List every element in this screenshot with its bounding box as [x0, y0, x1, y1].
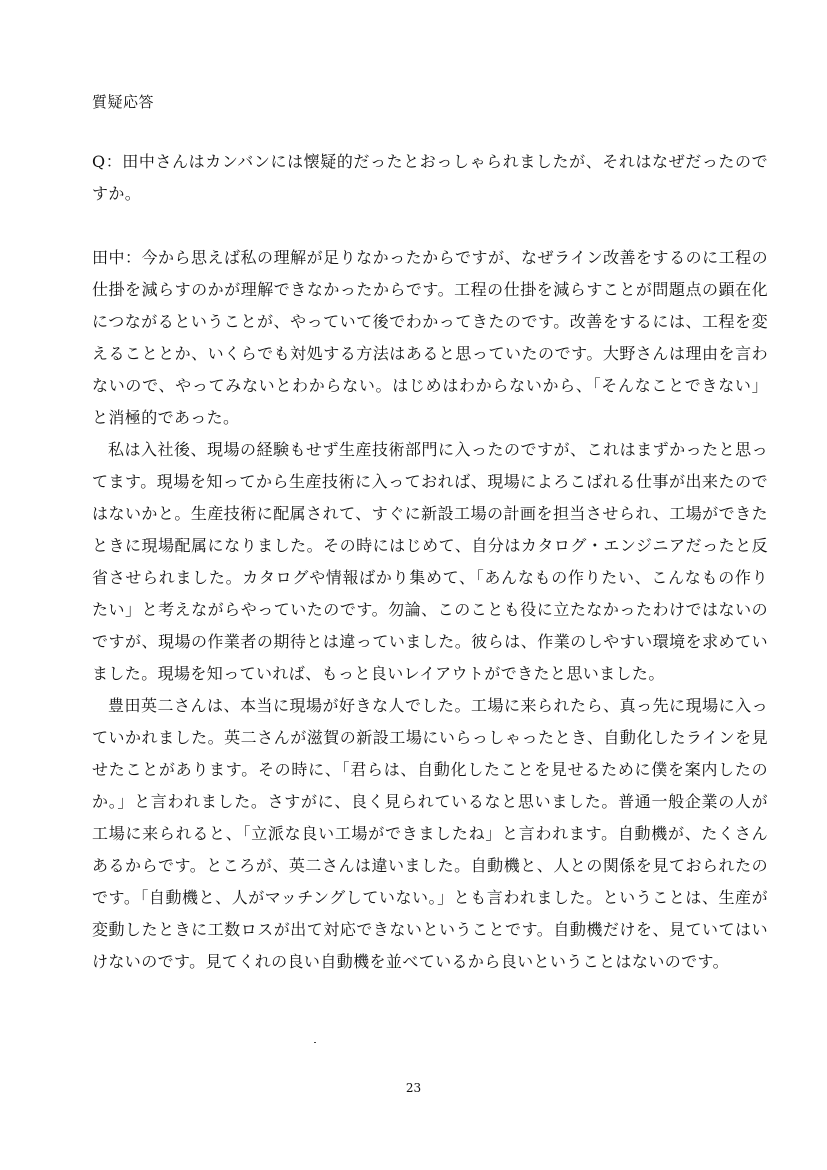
answer-paragraph-3: 豊田英二さんは、本当に現場が好きな人でした。工場に来られたら、真っ先に現場に入っていかれました。英二さんが滋賀の新設工場にいらっしゃったとき、自動化したラインを見せたことがあります。その時に、「君らは、自動化したことを見せるために僕を案内したのか。」と言われました。さすがに、良く見られているなと思いました。普通一般企業の人が工場に来られると、「立派な良い工場ができましたね」と言われます。自動機が、たくさんあるからです。ところが、英二さんは違いました。自動機と、人との関係を見ておられたのです。「自動機と、人がマッチングしていない。」とも言われました。ということは、生産が変動したときに工数ロスが出て対応できないということです。自動機だけを、見ていてはいけないのです。見てくれの良い自動機を並べているから良いということはないのです。 [92, 696, 768, 971]
answer-paragraph-2: 私は入社後、現場の経験もせず生産技術部門に入ったのですが、これはまずかったと思ってます。現場を知ってから生産技術に入っておれば、現場によろこばれる仕事が出来たのではないかと。生産技術に配属されて、すぐに新設工場の計画を担当させられ、工場ができたときに現場配属になりました。その時にはじめて、自分はカタログ・エンジニアだったと反省させられました。カタログや情報ばかり集めて、「あんなもの作りたい、こんなもの作りたい」と考えながらやっていたのです。勿論、このことも役に立たなかったわけではないのですが、現場の作業者の期待とは違っていました。彼らは、作業のしやすい環境を求めていました。現場を知っていれば、もっと良いレイアウトができたと思いました。 [92, 440, 768, 683]
question-paragraph [92, 146, 768, 210]
section-heading: 質疑応答 [92, 93, 155, 111]
answer-paragraph-1: 田中：今から思えば私の理解が足りなかったからですが、なぜライン改善をするのに工程の仕掛を減らすのかが理解できなかったからです。工程の仕掛を減らすことが問題点の顕在化につながるということが、やっていて後でわかってきたのです。改善をするには、工程を変えることとか、いくらでも対処する方法はあると思っていたのです。大野さんは理由を言わないので、やってみないとわからない。はじめはわからないから、「そんなことできない」と消極的であった。 [92, 248, 768, 427]
answer-section [92, 242, 768, 1042]
page-number: 23 [405, 1081, 422, 1095]
stray-mark [314, 1042, 316, 1043]
question-text: Q：田中さんはカンバンには懐疑的だったとおっしゃられましたが、それはなぜだったのですか。 [92, 152, 768, 203]
